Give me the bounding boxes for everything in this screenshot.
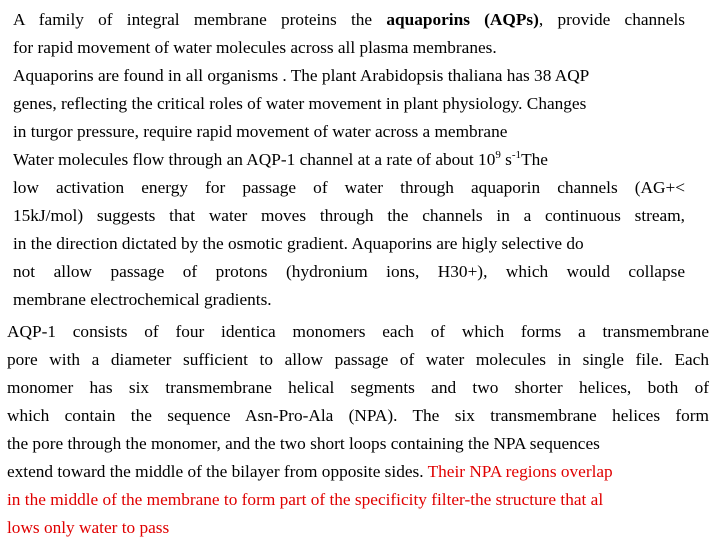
text-line: pore with a diameter sufficient to allow passage of water molecules in single file. Each	[7, 350, 709, 369]
superscript: 9	[495, 149, 501, 162]
text-line: genes, reflecting the critical roles of water movement in plant physiology. Changes	[13, 94, 587, 113]
text-line: the pore through the monomer, and the two short loops containing the NPA sequences	[7, 434, 600, 453]
text-span: Water molecules flow through an AQP-1 channel at a rate of about 10	[13, 150, 496, 169]
text-line: Aquaporins are found in all organisms . The plant Arabidopsis thaliana has 38 AQP	[13, 66, 590, 85]
paragraph-aqp1-structure	[7, 318, 709, 542]
text-line: in the direction dictated by the osmotic gradient. Aquaporins are higly selective do	[13, 234, 584, 253]
highlighted-text-line: in the middle of the membrane to form part of the specificity filter-the structure that al	[7, 490, 604, 509]
text-span: The	[521, 150, 548, 169]
text-line	[7, 458, 709, 486]
text-line: which contain the sequence Asn-Pro-Ala (NPA). The six transmembrane helices form	[7, 406, 709, 425]
superscript: -1	[511, 149, 522, 162]
text-line: monomer has six transmembrane helical segments and two shorter helices, both of	[7, 378, 709, 397]
text-span: , provide channels	[538, 10, 685, 29]
text-line: low activation energy for passage of water through aquaporin channels (AG+<	[13, 178, 685, 197]
text-span: s	[500, 150, 512, 169]
text-span: extend toward the middle of the bilayer from opposite sides.	[7, 462, 428, 481]
text-line: 15kJ/mol) suggests that water moves through the channels in a continuous stream,	[13, 206, 685, 225]
text-line: not allow passage of protons (hydronium ions, H30+), which would collapse	[13, 262, 685, 281]
text-line: membrane electrochemical gradients.	[13, 290, 272, 309]
text-line: in turgor pressure, require rapid movement of water across a membrane	[13, 122, 508, 141]
highlighted-text-line: lows only water to pass	[7, 518, 170, 537]
paragraph-aquaporins-intro	[13, 6, 685, 314]
term-aquaporins: aquaporins (AQPs)	[386, 10, 539, 29]
text-span: A family of integral membrane proteins the	[13, 10, 387, 29]
text-line: for rapid movement of water molecules across all plasma membranes.	[13, 38, 497, 57]
highlighted-text: Their NPA regions overlap	[427, 462, 613, 481]
text-line	[13, 146, 685, 174]
text-line	[13, 6, 685, 34]
text-line: AQP-1 consists of four identica monomers each of which forms a transmembrane	[7, 322, 709, 341]
